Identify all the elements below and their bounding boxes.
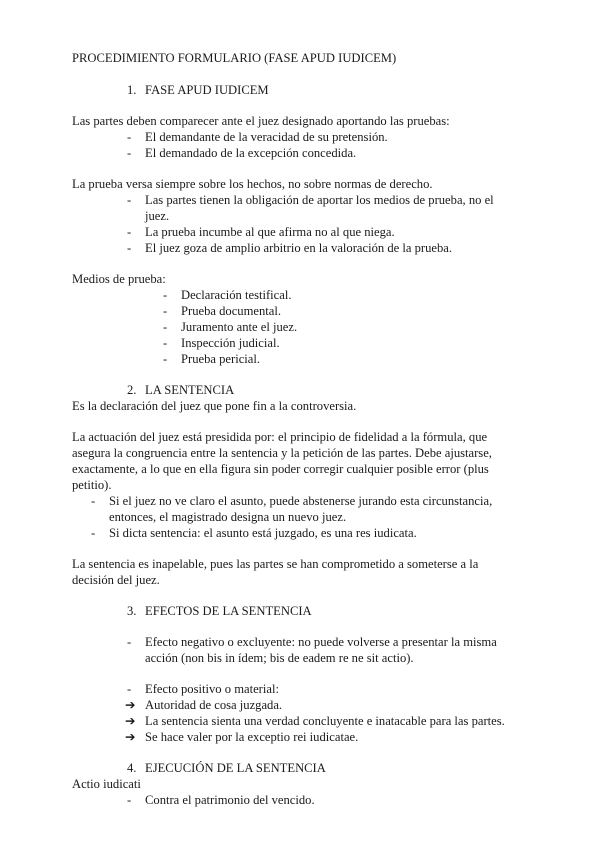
arrow-item: La sentencia sienta una verdad concluyente e inatacable para las partes.: [145, 714, 505, 728]
section-1-number: 1.: [127, 83, 137, 97]
dash-bullet: -: [163, 304, 168, 318]
dash-bullet: -: [127, 193, 132, 207]
dash-bullet: -: [163, 352, 168, 366]
dash-bullet: -: [127, 130, 132, 144]
list-item: La prueba incumbe al que afirma no al que niega.: [145, 225, 395, 239]
section-2-heading: LA SENTENCIA: [145, 383, 235, 397]
arrow-right-icon: ➔: [125, 714, 136, 728]
sentencia-definition: Es la declaración del juez que pone fin a la controversia.: [72, 399, 357, 413]
efecto-negativo: Efecto negativo o excluyente: no puede volverse a presentar la misma: [145, 635, 497, 649]
section-4-number: 4.: [127, 761, 137, 775]
medio-item: Declaración testifical.: [181, 288, 292, 302]
list-item: El demandado de la excepción concedida.: [145, 146, 357, 160]
document-title: PROCEDIMIENTO FORMULARIO (FASE APUD IUDICEM): [72, 51, 397, 65]
efecto-negativo-continuation: acción (non bis in ídem; bis de eadem re ne sit actio).: [145, 651, 414, 665]
list-item-continuation: juez.: [145, 209, 170, 223]
arrow-item: Autoridad de cosa juzgada.: [145, 698, 283, 712]
list-item: Contra el patrimonio del vencido.: [145, 793, 315, 807]
dash-bullet: -: [127, 635, 132, 649]
list-item: El demandante de la veracidad de su pretensión.: [145, 130, 388, 144]
dash-bullet: -: [127, 793, 132, 807]
medio-item: Prueba pericial.: [181, 352, 261, 366]
list-item: Si el juez no ve claro el asunto, puede abstenerse jurando esta circunstancia,: [109, 494, 493, 508]
dash-bullet: -: [127, 682, 132, 696]
medio-item: Inspección judicial.: [181, 336, 280, 350]
paragraph-line: exactamente, a lo que en ella figura sin poder corregir cualquier posible error (plus: [72, 462, 489, 476]
dash-bullet: -: [163, 320, 168, 334]
section-3-number: 3.: [127, 604, 137, 618]
list-item: Las partes tienen la obligación de aportar los medios de prueba, no el: [145, 193, 494, 207]
medios-label: Medios de prueba:: [72, 272, 166, 286]
paragraph-line: petitio).: [72, 478, 112, 492]
list-item: El juez goza de amplio arbitrio en la valoración de la prueba.: [145, 241, 453, 255]
dash-bullet: -: [163, 336, 168, 350]
section-1-heading: FASE APUD IUDICEM: [145, 83, 269, 97]
closing-line: La sentencia es inapelable, pues las partes se han comprometido a someterse a la: [72, 557, 479, 571]
section-4-heading: EJECUCIÓN DE LA SENTENCIA: [145, 761, 326, 775]
section-3-heading: EFECTOS DE LA SENTENCIA: [145, 604, 312, 618]
dash-bullet: -: [127, 225, 132, 239]
medio-item: Juramento ante el juez.: [181, 320, 298, 334]
arrow-item: Se hace valer por la exceptio rei iudicatae.: [145, 730, 359, 744]
section-2-number: 2.: [127, 383, 137, 397]
section-1-intro: Las partes deben comparecer ante el juez designado aportando las pruebas:: [72, 114, 450, 128]
dash-bullet: -: [127, 241, 132, 255]
paragraph-line: asegura la congruencia entre la sentencia y la petición de las partes. Debe ajustarse,: [72, 446, 492, 460]
dash-bullet: -: [163, 288, 168, 302]
paragraph-line: La actuación del juez está presidida por: el principio de fidelidad a la fórmula, que: [72, 430, 488, 444]
closing-line: decisión del juez.: [72, 573, 160, 587]
arrow-right-icon: ➔: [125, 730, 136, 744]
prueba-intro: La prueba versa siempre sobre los hechos, no sobre normas de derecho.: [72, 177, 433, 191]
actio-iudicati-label: Actio iudicati: [72, 777, 141, 791]
dash-bullet: -: [127, 146, 132, 160]
arrow-right-icon: ➔: [125, 698, 136, 712]
list-item: Si dicta sentencia: el asunto está juzgado, es una res iudicata.: [109, 526, 417, 540]
dash-bullet: -: [91, 526, 96, 540]
efecto-positivo: Efecto positivo o material:: [145, 682, 279, 696]
dash-bullet: -: [91, 494, 96, 508]
list-item-continuation: entonces, el magistrado designa un nuevo juez.: [109, 510, 347, 524]
medio-item: Prueba documental.: [181, 304, 282, 318]
